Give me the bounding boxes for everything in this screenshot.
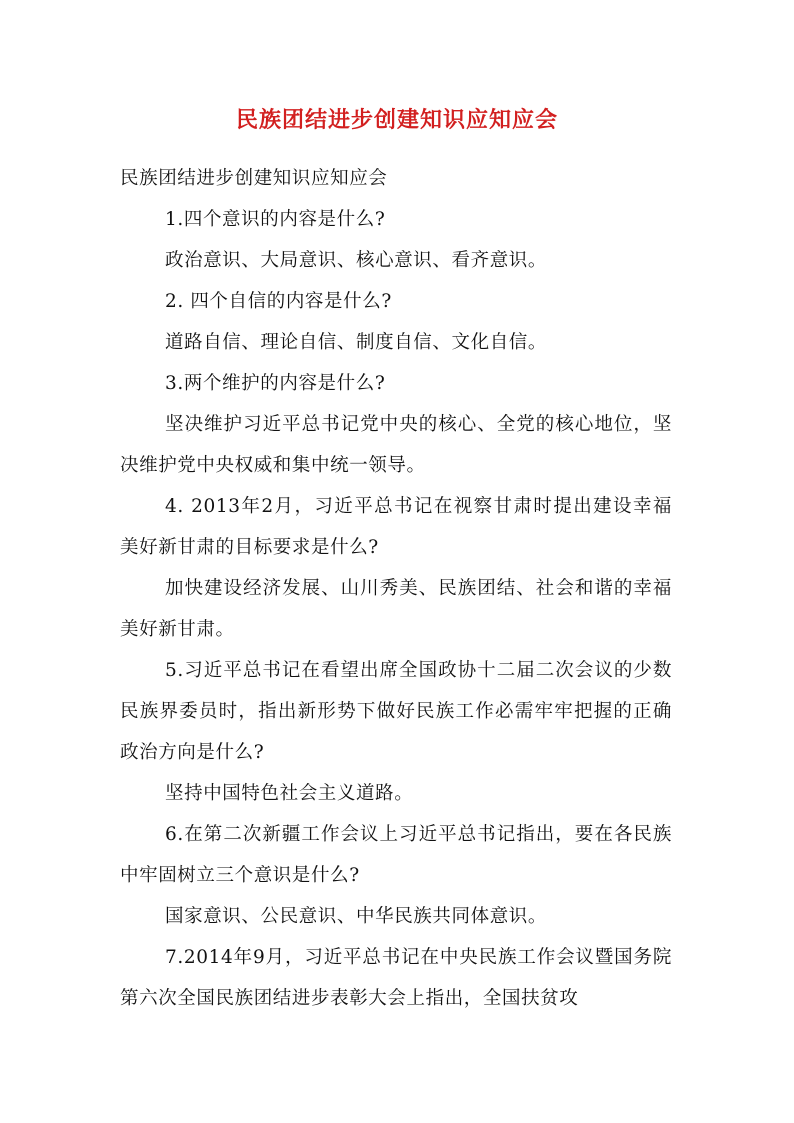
document-body — [120, 158, 672, 1019]
paragraph-13: 7.2014年9月，习近平总书记在中央民族工作会议暨国务院第六次全国民族团结进步表彰大会上指出，全国扶贫攻 — [120, 947, 672, 1009]
document-title: 民族团结进步创建知识应知应会 — [235, 107, 558, 133]
paragraph-1: 1.四个意识的内容是什么? — [165, 209, 386, 230]
paragraph-3: 2. 四个自信的内容是什么? — [165, 291, 392, 312]
paragraph-9: 5.习近平总书记在看望出席全国政协十二届二次会议的少数民族界委员时，指出新形势下做好民族工作必需牢牢把握的正确政治方向是什么? — [120, 660, 672, 763]
paragraph-0: 民族团结进步创建知识应知应会 — [120, 168, 388, 189]
paragraph-7: 4. 2013年2月，习近平总书记在视察甘肃时提出建设幸福美好新甘肃的目标要求是什么? — [120, 496, 672, 558]
paragraph-5: 3.两个维护的内容是什么? — [165, 373, 386, 394]
paragraph-4: 道路自信、理论自信、制度自信、文化自信。 — [165, 332, 548, 353]
paragraph-6: 坚决维护习近平总书记党中央的核心、全党的核心地位，坚决维护党中央权威和集中统一领导。 — [120, 414, 672, 476]
paragraph-11: 6.在第二次新疆工作会议上习近平总书记指出，要在各民族中牢固树立三个意识是什么? — [120, 824, 672, 886]
paragraph-10: 坚持中国特色社会主义道路。 — [165, 783, 414, 804]
paragraph-12: 国家意识、公民意识、中华民族共同体意识。 — [165, 906, 548, 927]
paragraph-2: 政治意识、大局意识、核心意识、看齐意识。 — [165, 250, 548, 271]
paragraph-8: 加快建设经济发展、山川秀美、民族团结、社会和谐的幸福美好新甘肃。 — [120, 578, 672, 640]
